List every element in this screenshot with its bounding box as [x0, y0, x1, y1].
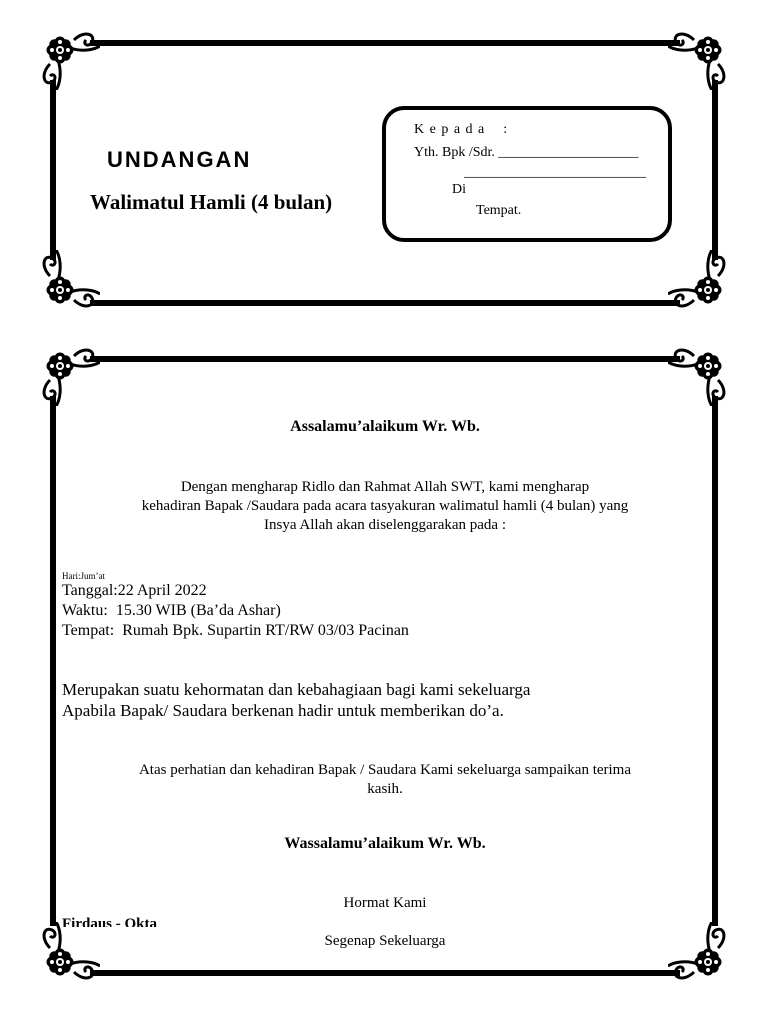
intro-line: Insya Allah akan diselenggarakan pada :: [264, 517, 506, 533]
address-di: Di: [452, 182, 466, 197]
honor-line: Apabila Bapak/ Saudara berkenan hadir untuk memberikan do’a.: [62, 701, 504, 720]
intro-paragraph: [60, 478, 710, 535]
greeting-open: Assalamu’alaikum Wr. Wb.: [290, 418, 480, 435]
thanks-line: Atas perhatian dan kehadiran Bapak / Saudara Kami sekeluarga sampaikan terima: [138, 762, 632, 778]
invitation-subtitle: Walimatul Hamli (4 bulan): [90, 190, 333, 214]
host-names: Firdaus - Okta: [62, 916, 158, 927]
event-place: Tempat: Rumah Bpk. Supartin RT/RW 03/03 Pacinan: [62, 622, 409, 639]
card2-bottom-border: [90, 970, 680, 976]
address-kepada: K e p a d a :: [414, 122, 509, 137]
card1-bottom-border: [90, 300, 680, 306]
thanks-paragraph: [60, 761, 710, 799]
regards-label: Hormat Kami: [343, 895, 427, 911]
card1-left-border: [50, 80, 56, 260]
card2-top-border: [90, 356, 680, 362]
card1-top-border: [90, 40, 680, 46]
card2-left-border: [50, 396, 56, 926]
invitation-title: UNDANGAN: [107, 147, 252, 172]
card2-right-border: [712, 396, 718, 926]
address-line-2: __________________________: [464, 165, 646, 180]
greeting-close: Wassalamu’alaikum Wr. Wb.: [284, 835, 486, 852]
address-tempat: Tempat.: [476, 203, 522, 218]
corner-ornament-icon: [40, 922, 100, 982]
card1-right-border: [712, 80, 718, 260]
corner-ornament-icon: [40, 346, 100, 406]
corner-ornament-icon: [668, 30, 728, 90]
corner-ornament-icon: [668, 250, 728, 310]
corner-ornament-icon: [668, 346, 728, 406]
corner-ornament-icon: [40, 250, 100, 310]
thanks-line: kasih.: [367, 781, 403, 797]
corner-ornament-icon: [40, 30, 100, 90]
corner-ornament-icon: [668, 922, 728, 982]
event-date: Tanggal:22 April 2022: [62, 582, 207, 599]
intro-line: Dengan mengharap Ridlo dan Rahmat Allah SWT, kami mengharap: [180, 479, 590, 495]
intro-line: kehadiran Bapak /Saudara pada acara tasyakuran walimatul hamli (4 bulan) yang: [141, 498, 629, 514]
address-yth: Yth. Bpk /Sdr. ____________________: [414, 145, 639, 160]
family-label: Segenap Sekeluarga: [324, 933, 446, 949]
honor-line: Merupakan suatu kehormatan dan kebahagiaan bagi kami sekeluarga: [62, 680, 531, 699]
event-time: Waktu: 15.30 WIB (Ba’da Ashar): [62, 602, 281, 619]
event-day: Hari:Jum’at: [62, 571, 105, 581]
honor-paragraph: [62, 679, 530, 721]
